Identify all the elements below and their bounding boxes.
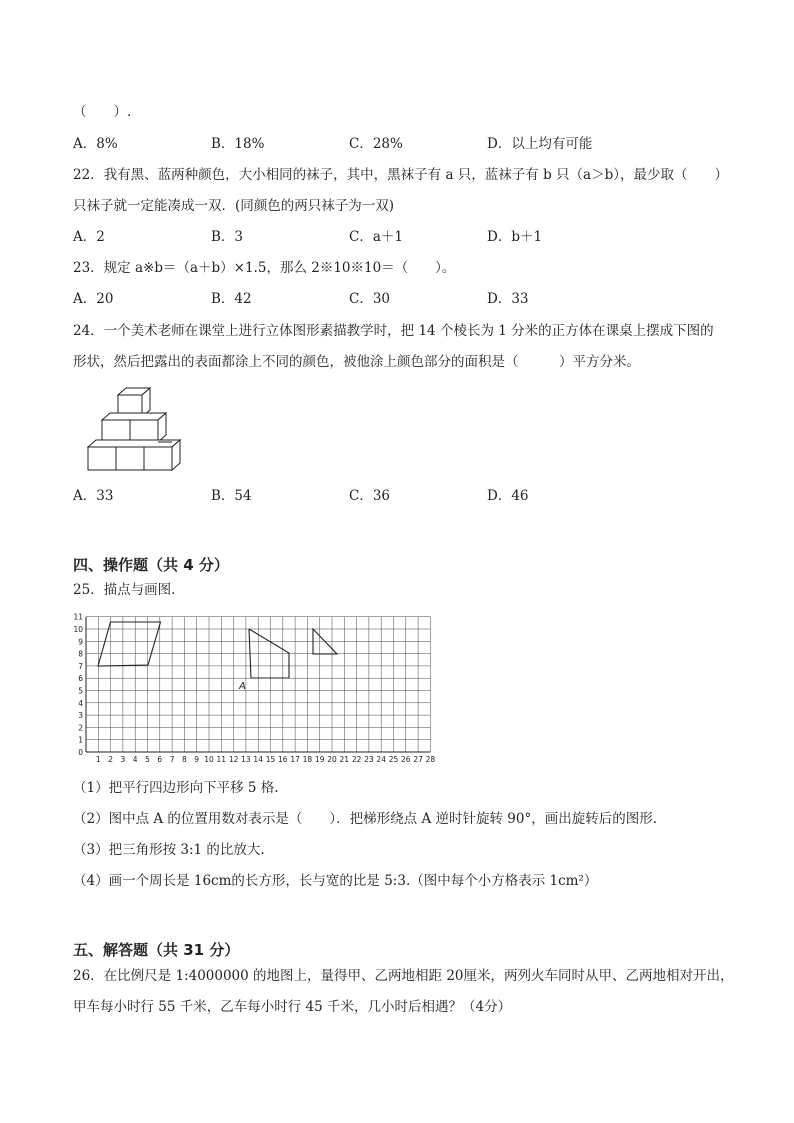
q24-option-a: A．33 [73,488,114,504]
q23-option-b: B．42 [211,291,252,307]
x-tick-label: 4 [132,755,138,764]
q26-text-line1: 26．在比例尺是 1:4000000 的地图上，量得甲、乙两地相距 20厘米，两列火车同时从甲、乙两地相对开出， [73,968,734,984]
q22-text-line1: 22．我有黑、蓝两种颜色，大小相同的袜子，其中，黑袜子有 a 只，蓝袜子有 b 只（a＞b），最少取（ ） [73,167,728,183]
y-tick-label: 7 [78,661,83,671]
x-tick-label: 10 [204,755,214,764]
x-tick-label: 6 [157,755,163,764]
q24-option-d: D．46 [487,488,529,504]
y-tick-label: 11 [73,612,83,622]
q21-tail: （ ）. [73,104,132,120]
q23-option-d: D．33 [487,291,529,307]
q25-title: 25．描点与画图. [73,582,176,598]
y-tick-label: 5 [78,686,83,696]
q26-text-line2: 甲车每小时行 55 千米，乙车每小时行 45 千米，几小时后相遇？（4分） [73,999,512,1015]
section-5-title: 五、解答题（共 31 分） [73,941,240,959]
coordinate-grid [70,605,450,765]
q25-item-3: （3）把三角形按 3:1 的比放大. [73,842,265,858]
q22-option-a: A．2 [73,229,105,245]
x-tick-label: 28 [425,755,436,764]
y-tick-label: 1 [78,735,83,745]
x-tick-label: 9 [194,755,200,764]
x-tick-label: 22 [351,755,362,764]
x-tick-label: 11 [216,755,227,764]
x-tick-label: 24 [376,755,386,764]
x-tick-label: 8 [182,755,187,764]
cube-stack-figure [84,385,194,475]
q24-option-b: B．54 [211,488,252,504]
x-tick-label: 26 [401,755,411,764]
x-tick-label: 3 [120,755,126,764]
x-tick-label: 15 [265,755,276,764]
q23-option-a: A．20 [73,291,114,307]
x-tick-label: 12 [228,755,239,764]
y-tick-label: 10 [73,625,83,634]
q22-option-b: B．3 [211,229,244,245]
q24-text-line2: 形状，然后把露出的表面都涂上不同的颜色，被他涂上颜色部分的面积是（ ）平方分米。 [73,354,640,370]
x-tick-label: 16 [278,755,288,764]
y-tick-label: 0 [78,748,83,757]
x-tick-label: 21 [339,755,350,764]
x-tick-label: 27 [413,755,423,764]
x-tick-label: 2 [108,755,113,764]
x-tick-label: 17 [290,755,300,764]
q25-item-4: （4）画一个周长是 16cm的长方形，长与宽的比是 5:3.（图中每个小方格表示 1cm²） [73,873,598,889]
q21-option-a: A．8% [73,136,118,152]
q22-option-c: C．a＋1 [349,229,403,245]
q22-option-d: D．b＋1 [487,229,543,245]
q24-option-c: C．36 [349,488,391,504]
parallelogram-shape [98,622,161,666]
q21-option-b: B．18% [211,136,265,152]
q25-item-2: （2）图中点 A 的位置用数对表示是（ ）．把梯形绕点 A 逆时针旋转 90°，画出旋转后的图形. [73,811,658,827]
q21-option-c: C．28% [349,136,403,152]
x-tick-label: 5 [145,755,150,764]
x-tick-label: 18 [302,755,313,764]
q22-text-line2: 只袜子就一定能凑成一双．(同颜色的两只袜子为一双) [73,198,395,214]
y-tick-label: 2 [78,723,83,733]
x-tick-label: 19 [314,755,325,764]
y-tick-label: 6 [78,674,83,684]
x-tick-label: 23 [364,755,374,764]
x-tick-label: 20 [327,755,337,764]
section-4-title: 四、操作题（共 4 分） [73,556,229,574]
q23-option-c: C．30 [349,291,391,307]
y-tick-label: 8 [78,649,83,659]
q24-text-line1: 24．一个美术老师在课堂上进行立体图形素描教学时，把 14 个棱长为 1 分米的正方体在课桌上摆成下图的 [73,323,714,339]
x-tick-label: 7 [169,755,175,764]
q25-item-1: （1）把平行四边形向下平移 5 格. [73,780,279,796]
q21-option-d: D．以上均有可能 [487,136,593,152]
y-tick-label: 9 [78,637,83,647]
x-tick-label: 25 [388,755,399,764]
q23-text: 23．规定 a※b＝（a＋b）×1.5，那么 2※10※10＝（ ）。 [73,260,456,276]
y-tick-label: 4 [78,698,83,708]
x-tick-label: 14 [253,755,263,764]
x-tick-label: 1 [95,755,101,764]
y-tick-label: 3 [78,711,83,721]
x-tick-label: 13 [241,755,251,764]
point-a-label: A [239,681,246,692]
